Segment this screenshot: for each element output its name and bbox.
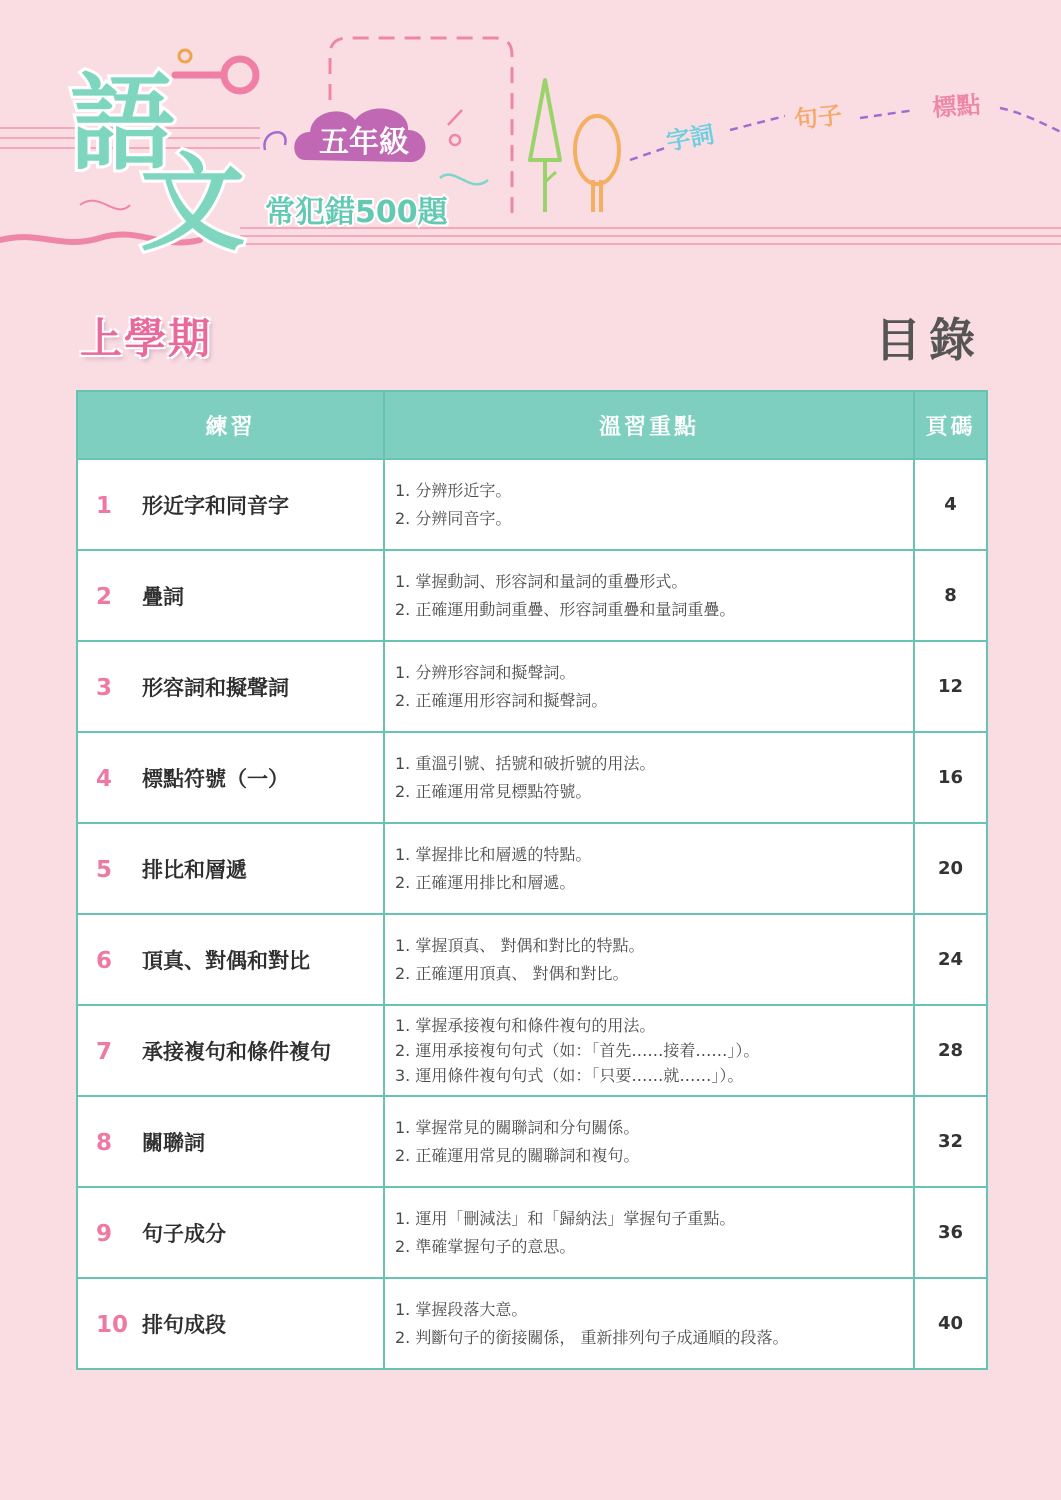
point-line: 2. 準確掌握句子的意思。 — [395, 1236, 576, 1256]
page-number: 36 — [914, 1187, 987, 1278]
points-cell — [384, 550, 914, 641]
points-cell — [384, 823, 914, 914]
table-row — [77, 823, 987, 914]
grade-label: 五年級 — [319, 125, 409, 160]
tag-sentence: 句子 — [792, 101, 844, 134]
point-line: 1. 運用「刪減法」和「歸納法」掌握句子重點。 — [395, 1208, 736, 1228]
point-line: 2. 分辨同音字。 — [395, 508, 512, 528]
point-line: 1. 掌握段落大意。 — [395, 1299, 528, 1319]
table-row — [77, 1278, 987, 1369]
point-line: 2. 正確運用常見的關聯詞和複句。 — [395, 1145, 640, 1165]
page-number: 32 — [914, 1096, 987, 1187]
page-number: 16 — [914, 732, 987, 823]
lesson-number: 5 — [96, 856, 113, 883]
page-number: 20 — [914, 823, 987, 914]
page-number: 4 — [914, 459, 987, 550]
lesson-name: 標點符號（一） — [142, 766, 289, 791]
lesson-name: 頂真、對偶和對比 — [142, 948, 310, 973]
point-line: 2. 正確運用形容詞和擬聲詞。 — [395, 690, 608, 710]
points-cell — [384, 732, 914, 823]
point-line: 1. 重溫引號、括號和破折號的用法。 — [395, 753, 656, 773]
point-line: 1. 分辨形近字。 — [395, 480, 512, 500]
point-line: 2. 正確運用常見標點符號。 — [395, 781, 592, 801]
table-row — [77, 1187, 987, 1278]
header-lesson: 練習 — [77, 391, 384, 459]
lesson-name: 關聯詞 — [142, 1130, 205, 1155]
title-char-2: 文 — [140, 143, 246, 265]
point-line: 2. 正確運用動詞重疊、形容詞重疊和量詞重疊。 — [395, 599, 736, 619]
points-cell — [384, 914, 914, 1005]
lesson-number: 2 — [96, 583, 113, 610]
lesson-cell — [77, 1187, 384, 1278]
lesson-number: 8 — [96, 1129, 113, 1156]
points-cell — [384, 459, 914, 550]
toc-title: 目錄 — [875, 313, 983, 367]
lesson-number: 6 — [96, 947, 113, 974]
table-row — [77, 914, 987, 1005]
lesson-number: 1 — [96, 492, 113, 519]
point-line: 2. 正確運用排比和層遞。 — [395, 872, 576, 892]
point-line: 3. 運用條件複句句式（如：「只要……就……」）。 — [395, 1066, 744, 1085]
lesson-number: 7 — [96, 1038, 113, 1065]
point-line: 2. 判斷句子的銜接關係， 重新排列句子成通順的段落。 — [395, 1327, 789, 1347]
header-page: 頁碼 — [914, 391, 987, 459]
lesson-cell — [77, 914, 384, 1005]
lesson-number: 10 — [96, 1311, 129, 1338]
lesson-name: 排句成段 — [142, 1312, 226, 1337]
lesson-number: 4 — [96, 765, 113, 792]
point-line: 1. 掌握承接複句和條件複句的用法。 — [395, 1016, 656, 1035]
points-cell — [384, 641, 914, 732]
lesson-cell — [77, 732, 384, 823]
lesson-number: 3 — [96, 674, 113, 701]
page-number: 40 — [914, 1278, 987, 1369]
table-row — [77, 1096, 987, 1187]
lesson-cell — [77, 823, 384, 914]
lesson-cell — [77, 641, 384, 732]
banner-artwork — [0, 0, 1061, 280]
lesson-cell — [77, 1096, 384, 1187]
header-points: 溫習重點 — [384, 391, 914, 459]
lesson-name: 形近字和同音字 — [142, 493, 289, 518]
lesson-cell — [77, 1278, 384, 1369]
table-header-row — [77, 391, 987, 459]
page-number: 24 — [914, 914, 987, 1005]
lesson-name: 承接複句和條件複句 — [142, 1039, 331, 1064]
point-line: 1. 掌握常見的關聯詞和分句關係。 — [395, 1117, 640, 1137]
points-cell — [384, 1187, 914, 1278]
table-row — [77, 641, 987, 732]
table-row — [77, 732, 987, 823]
lesson-name: 句子成分 — [142, 1221, 226, 1246]
page-number: 28 — [914, 1005, 987, 1096]
point-line: 1. 掌握動詞、形容詞和量詞的重疊形式。 — [395, 571, 688, 591]
point-line: 2. 運用承接複句句式（如：「首先……接着……」）。 — [395, 1041, 760, 1060]
points-cell — [384, 1278, 914, 1369]
lesson-number: 9 — [96, 1220, 113, 1247]
lesson-name: 形容詞和擬聲詞 — [142, 675, 289, 700]
tag-word: 字詞 — [664, 119, 717, 156]
contents-table — [76, 390, 988, 1370]
lesson-cell — [77, 459, 384, 550]
lesson-cell — [77, 550, 384, 641]
semester-heading: 上學期 — [80, 314, 213, 363]
table-row — [77, 459, 987, 550]
points-cell — [384, 1096, 914, 1187]
points-cell — [384, 1005, 914, 1096]
point-line: 1. 掌握排比和層遞的特點。 — [395, 844, 592, 864]
point-line: 1. 掌握頂真、 對偶和對比的特點。 — [395, 935, 645, 955]
point-line: 2. 正確運用頂真、 對偶和對比。 — [395, 963, 629, 983]
table-row — [77, 550, 987, 641]
tag-punctuation: 標點 — [931, 90, 982, 122]
point-line: 1. 分辨形容詞和擬聲詞。 — [395, 662, 576, 682]
page-number: 12 — [914, 641, 987, 732]
subtitle-label: 常犯錯500題 — [265, 195, 448, 230]
lesson-cell — [77, 1005, 384, 1096]
lesson-name: 排比和層遞 — [142, 857, 247, 882]
page-number: 8 — [914, 550, 987, 641]
table-row — [77, 1005, 987, 1096]
lesson-name: 疊詞 — [142, 584, 184, 609]
title-char-1: 語 — [70, 63, 176, 185]
header-banner — [0, 0, 1061, 280]
